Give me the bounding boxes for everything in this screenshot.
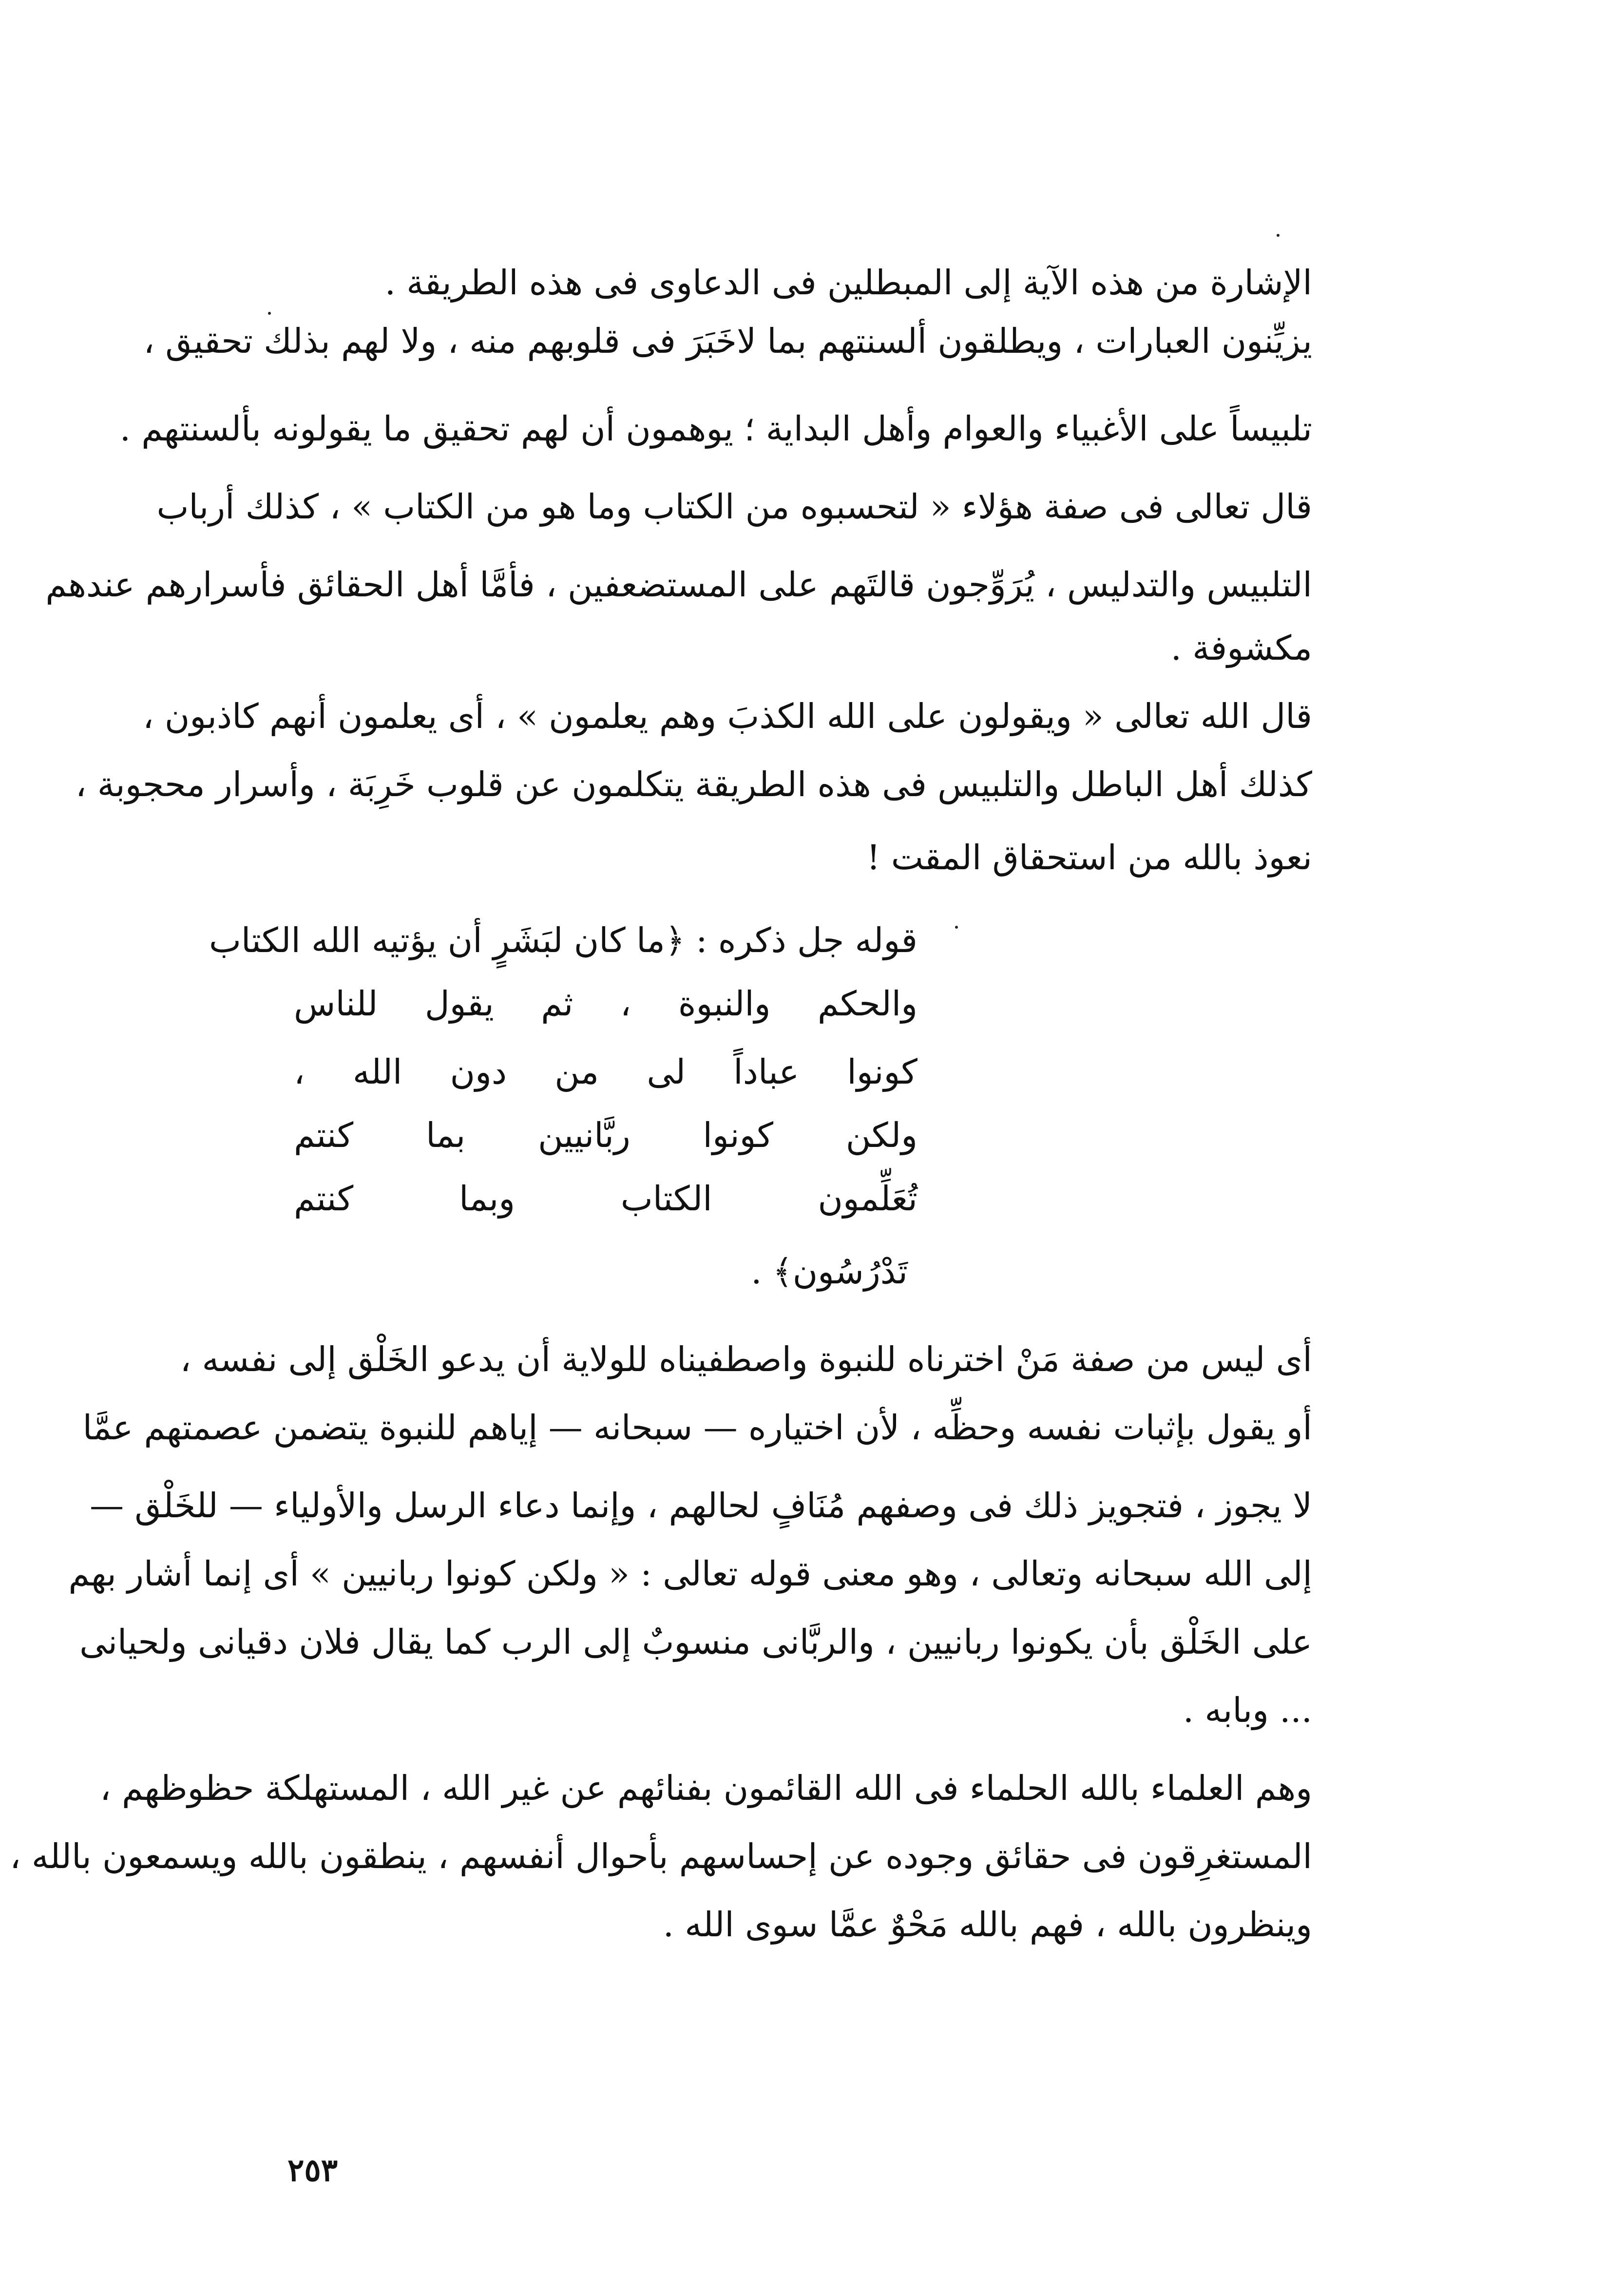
text-line-8: كذلك أهل الباطل والتلبيس فى هذه الطريقة يتكلمون عن قلوب خَرِبَة ، وأسرار محجوبة ، [75, 764, 1312, 804]
text-line-15: ... وبابه . [1183, 1690, 1312, 1730]
text-line-6: مكشوفة . [1170, 628, 1312, 668]
text-line-3: تلبيساً على الأغبياء والعوام وأهل البداية ؛ يوهمون أن لهم تحقيق ما يقولونه بألسنتهم . [119, 409, 1312, 449]
text-line-17: المستغرِقون فى حقائق وجوده عن إحساسهم بأحوال أنفسهم ، ينطقون بالله ويسمعون بالله ، [10, 1836, 1312, 1876]
quran-verse-line-3: كونوا عباداً لى من دون الله ، [294, 1052, 917, 1092]
text-line-2: يزيِّنون العبارات ، ويطلقون ألسنتهم بما لاخَبَرَ فى قلوبهم منه ، ولا لهم بذلك تحقيق ، [143, 321, 1312, 361]
quran-verse-line-6: تَدْرُسُون﴾ . [751, 1252, 908, 1292]
text-line-12: لا يجوز ، فتجويز ذلك فى وصفهم مُنَافٍ لحالهم ، وإنما دعاء الرسل والأولياء — للخَلْق — [90, 1486, 1312, 1526]
text-line-16: وهم العلماء بالله الحلماء فى الله القائمون بفنائهم عن غير الله ، المستهلكة حظوظهم ، [100, 1768, 1312, 1808]
text-line-5: التلبيس والتدليس ، يُرَوِّجون قالتَهم على المستضعفين ، فأمَّا أهل الحقائق فأسرارهم عندهم [45, 565, 1312, 605]
quran-verse-line-5: تُعَلِّمون الكتاب وبما كنتم [294, 1179, 917, 1219]
quran-verse-line-1: قوله جل ذكره : ﴿ما كان لبَشَرٍ أن يؤتيه الله الكتاب [209, 920, 917, 960]
text-line-13: إلى الله سبحانه وتعالى ، وهو معنى قوله تعالى : « ولكن كونوا ربانيين » أى إنما أشار بهم [68, 1554, 1312, 1594]
page-number: ٢٥٣ [287, 2152, 338, 2189]
text-line-4: قال تعالى فى صفة هؤلاء « لتحسبوه من الكتاب وما هو من الكتاب » ، كذلك أرباب [156, 487, 1312, 527]
quran-verse-line-4: ولكن كونوا ربَّانيين بما كنتم [294, 1115, 917, 1155]
quran-verse-line-2: والحكم والنبوة ، ثم يقول للناس [294, 984, 917, 1024]
text-line-18: وينظرون بالله ، فهم بالله مَحْوٌ عمَّا سوى الله . [663, 1905, 1312, 1945]
text-line-9: نعوذ بالله من استحقاق المقت ! [866, 838, 1312, 878]
text-line-10: أى ليس من صفة مَنْ اخترناه للنبوة واصطفيناه للولاية أن يدعو الخَلْق إلى نفسه ، [180, 1339, 1312, 1379]
text-line-14: على الخَلْق بأن يكونوا ربانيين ، والربَّانى منسوبٌ إلى الرب كما يقال فلان دقيانى ولحيانى [79, 1622, 1312, 1662]
scan-speck [1277, 234, 1280, 237]
text-line-7: قال الله تعالى « ويقولون على الله الكذبَ وهم يعلمون » ، أى يعلمون أنهم كاذبون ، [143, 696, 1312, 736]
text-line-1: الإشارة من هذه الآية إلى المبطلين فى الدعاوى فى هذه الطريقة . [384, 263, 1312, 303]
scan-speck [955, 926, 958, 929]
scan-speck [268, 312, 271, 315]
text-line-11: أو يقول بإثبات نفسه وحظِّه ، لأن اختياره — سبحانه — إياهم للنبوة يتضمن عصمتهم عمَّا [82, 1408, 1312, 1448]
